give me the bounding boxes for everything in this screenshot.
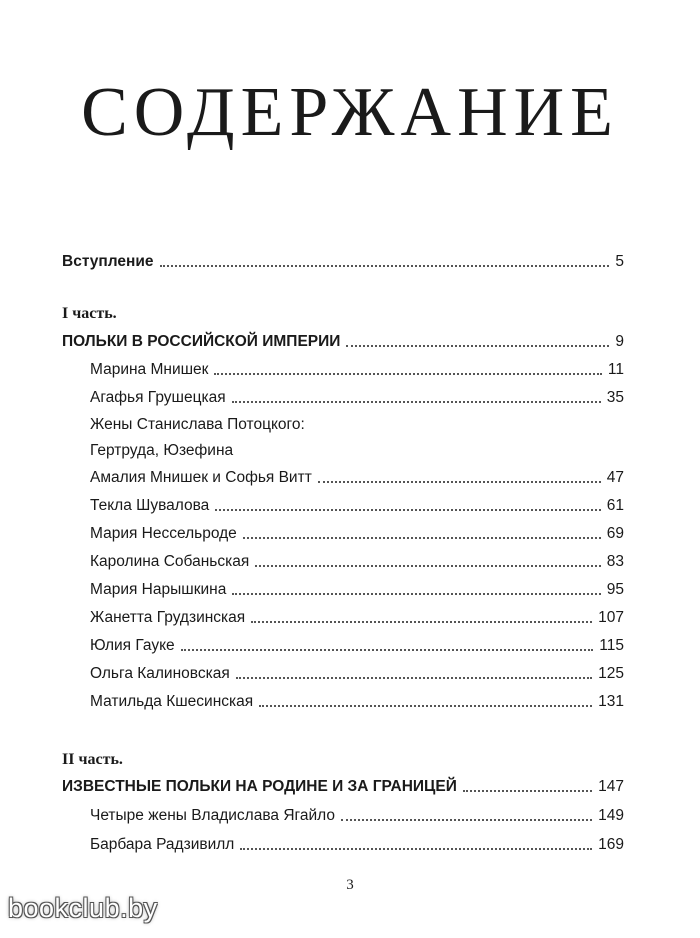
toc-entry-page: 9: [615, 333, 624, 350]
toc-entry-page: 147: [598, 778, 624, 795]
toc-entry-label: Четыре жены Владислава Ягайло: [90, 807, 335, 824]
dot-leader: [215, 509, 600, 511]
dot-leader: [236, 677, 592, 679]
toc-entry-page: 47: [606, 469, 624, 486]
page-title: СОДЕРЖАНИЕ: [81, 74, 619, 151]
dot-leader: [243, 537, 601, 539]
toc-entry-label: ИЗВЕСТНЫЕ ПОЛЬКИ НА РОДИНЕ И ЗА ГРАНИЦЕЙ: [62, 778, 457, 795]
toc-entry-label: Вступление: [62, 253, 154, 270]
dot-leader: [232, 401, 601, 403]
toc-entry-page: 149: [598, 807, 624, 824]
dot-leader: [232, 593, 600, 595]
toc-entry[interactable]: [90, 602, 624, 628]
toc-part-2-title[interactable]: [62, 771, 624, 797]
toc-entry[interactable]: [90, 490, 624, 516]
dot-leader: [259, 705, 592, 707]
toc-entry-page: 131: [598, 693, 624, 710]
toc-entry-label: Агафья Грушецкая: [90, 389, 226, 406]
toc-entry[interactable]: [90, 354, 624, 380]
toc-entry-label: Матильда Кшесинская: [90, 693, 254, 710]
toc-entry-intro[interactable]: [62, 246, 624, 272]
toc-entry-label: ПОЛЬКИ В РОССИЙСКОЙ ИМПЕРИИ: [62, 333, 341, 350]
toc-entry[interactable]: [90, 382, 624, 408]
dot-leader: [240, 848, 592, 850]
toc-entry-label: Жанетта Грудзинская: [90, 609, 246, 626]
toc-entry-label: Мария Нессельроде: [90, 525, 237, 542]
toc-entry-page: 169: [598, 836, 624, 853]
toc-entry-potocki-line2[interactable]: Гертруда, Юзефина: [90, 442, 234, 459]
toc-entry-potocki-line1[interactable]: Жены Станислава Потоцкого:: [90, 416, 305, 433]
dot-leader: [341, 819, 592, 821]
page-number: 3: [346, 877, 354, 893]
toc-entry-label: Барбара Радзивилл: [90, 836, 235, 853]
toc-entry-label: Мария Нарышкина: [90, 581, 227, 598]
toc-part-1-title[interactable]: [62, 326, 624, 352]
toc-entry-page: 5: [615, 253, 624, 270]
toc-entry[interactable]: [90, 829, 624, 855]
toc-entry[interactable]: [90, 518, 624, 544]
toc-entry[interactable]: [90, 546, 624, 572]
toc-entry-label: Амалия Мнишек и Софья Витт: [90, 469, 312, 486]
toc-entry[interactable]: [90, 462, 624, 488]
toc-entry-page: 125: [598, 665, 624, 682]
toc-entry-page: 115: [599, 637, 624, 654]
toc-entry[interactable]: [90, 800, 624, 826]
toc-entry-label: Текла Шувалова: [90, 497, 210, 514]
dot-leader: [251, 621, 592, 623]
dot-leader: [214, 373, 601, 375]
toc-entry-page: 11: [607, 361, 624, 378]
watermark: bookclub.by: [8, 893, 158, 923]
dot-leader: [318, 481, 601, 483]
toc-entry-page: 69: [606, 525, 624, 542]
toc-entry-page: 61: [606, 497, 624, 514]
toc-entry-page: 95: [606, 581, 624, 598]
toc-entry-page: 107: [598, 609, 624, 626]
toc-entry[interactable]: [90, 574, 624, 600]
toc-entry-label: Ольга Калиновская: [90, 665, 230, 682]
dot-leader: [181, 649, 594, 651]
toc-entry-label: Марина Мнишек: [90, 361, 209, 378]
dot-leader: [160, 265, 610, 267]
part-1-heading: I часть.: [62, 305, 117, 322]
toc-entry[interactable]: [90, 630, 624, 656]
toc-entry-page: 83: [606, 553, 624, 570]
dot-leader: [255, 565, 601, 567]
toc-entry-label: Каролина Собаньская: [90, 553, 250, 570]
toc-entry[interactable]: [90, 658, 624, 684]
dot-leader: [346, 345, 609, 347]
toc-entry-page: 35: [606, 389, 624, 406]
toc-entry[interactable]: [90, 686, 624, 712]
part-2-heading: II часть.: [62, 751, 123, 768]
toc-entry-label: Юлия Гауке: [90, 637, 175, 654]
dot-leader: [463, 790, 592, 792]
